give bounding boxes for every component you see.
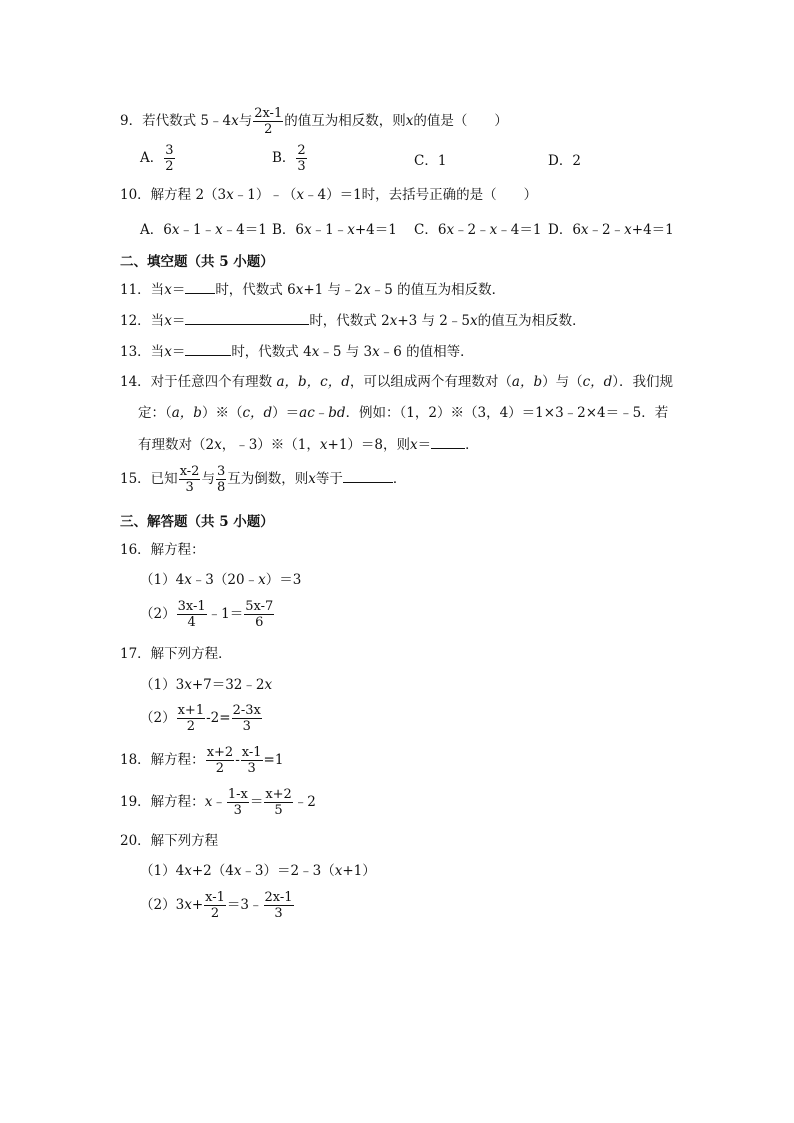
- answer-blank[interactable]: [185, 312, 309, 325]
- question-11: 11．当x＝ 时，代数式 6x+1 与﹣2x﹣5 的值互为相反数．: [120, 282, 506, 298]
- option-a: A．6x﹣1﹣x﹣4＝1: [140, 222, 267, 238]
- question-12: 12．当x＝ 时，代数式 2x+3 与 2﹣5x的值互为相反数．: [120, 313, 586, 329]
- question-16-part-1: （1）4x﹣3（20﹣x）＝3: [140, 572, 302, 588]
- option-d: D．6x﹣2﹣x+4＝1: [548, 222, 674, 238]
- question-16-part-2: （2） $\frac{3x-1}{4}$ ﹣1＝ $\frac{5x-7}{6}$: [140, 599, 274, 630]
- section-heading-solve: 三、解答题（共 5 小题）: [120, 514, 274, 530]
- fraction: $\frac{2x-1}{2}$: [254, 106, 283, 137]
- question-17: 17．解下列方程．: [120, 646, 232, 662]
- answer-blank[interactable]: [343, 470, 393, 483]
- question-17-part-1: （1）3x+7＝32﹣2x: [140, 677, 273, 693]
- question-14-line-3: 有理数对（2x，﹣3）※（1，x+1）＝8，则x＝ ．: [138, 437, 479, 453]
- option-a: A． $\frac{3}{2}$: [140, 143, 174, 174]
- question-9: 9．若代数式 5﹣4x与 $\frac{2x-1}{2}$ 的值互为相反数，则x的值是（ ）: [120, 106, 508, 137]
- question-17-part-2: （2） $\frac{x+1}{2}$ -2= $\frac{2-3x}{3}$: [140, 703, 261, 734]
- question-13: 13．当x＝ 时，代数式 4x﹣5 与 3x﹣6 的值相等．: [120, 344, 474, 360]
- answer-blank[interactable]: [431, 436, 465, 449]
- option-c: C．6x﹣2﹣x﹣4＝1: [414, 222, 542, 238]
- question-19: 19．解方程：x﹣ $\frac{1-x}{3}$ ＝ $\frac{x+2}{5}$ ﹣2: [120, 787, 316, 818]
- question-15: 15．已知 $\frac{x-2}{3}$ 与 $\frac{3}{8}$ 互为倒数，则x等于 ．: [120, 464, 407, 495]
- question-14-line-2: 定：（a，b）※（c，d）＝ac﹣bd．例如：（1，2）※（3，4）＝1×3﹣2×4＝﹣5．若: [138, 405, 669, 421]
- question-14-line-1: 14．对于任意四个有理数 a，b，c，d，可以组成两个有理数对（a，b）与（c，d）．我们规: [120, 374, 674, 390]
- question-20: 20．解下列方程: [120, 833, 219, 849]
- option-b: B． $\frac{2}{3}$: [272, 143, 306, 174]
- answer-blank[interactable]: [185, 281, 215, 294]
- question-10: 10．解方程 2（3x﹣1）﹣（x﹣4）＝1时，去括号正确的是（ ）: [120, 187, 538, 203]
- option-b: B．6x﹣1﹣x+4＝1: [272, 222, 397, 238]
- option-d: D．2: [548, 153, 581, 169]
- question-20-part-2: （2）3x+ $\frac{x-1}{2}$ ＝3﹣ $\frac{2x-1}{3}$: [140, 890, 293, 921]
- question-16: 16．解方程：: [120, 542, 205, 558]
- question-20-part-1: （1）4x+2（4x﹣3）＝2﹣3（x+1）: [140, 863, 376, 879]
- question-18: 18．解方程： $\frac{x+2}{2}$ - $\frac{x-1}{3}$ =1: [120, 745, 284, 776]
- option-c: C．1: [414, 153, 447, 169]
- section-heading-fill-in: 二、填空题（共 5 小题）: [120, 254, 274, 270]
- answer-blank[interactable]: [185, 343, 231, 356]
